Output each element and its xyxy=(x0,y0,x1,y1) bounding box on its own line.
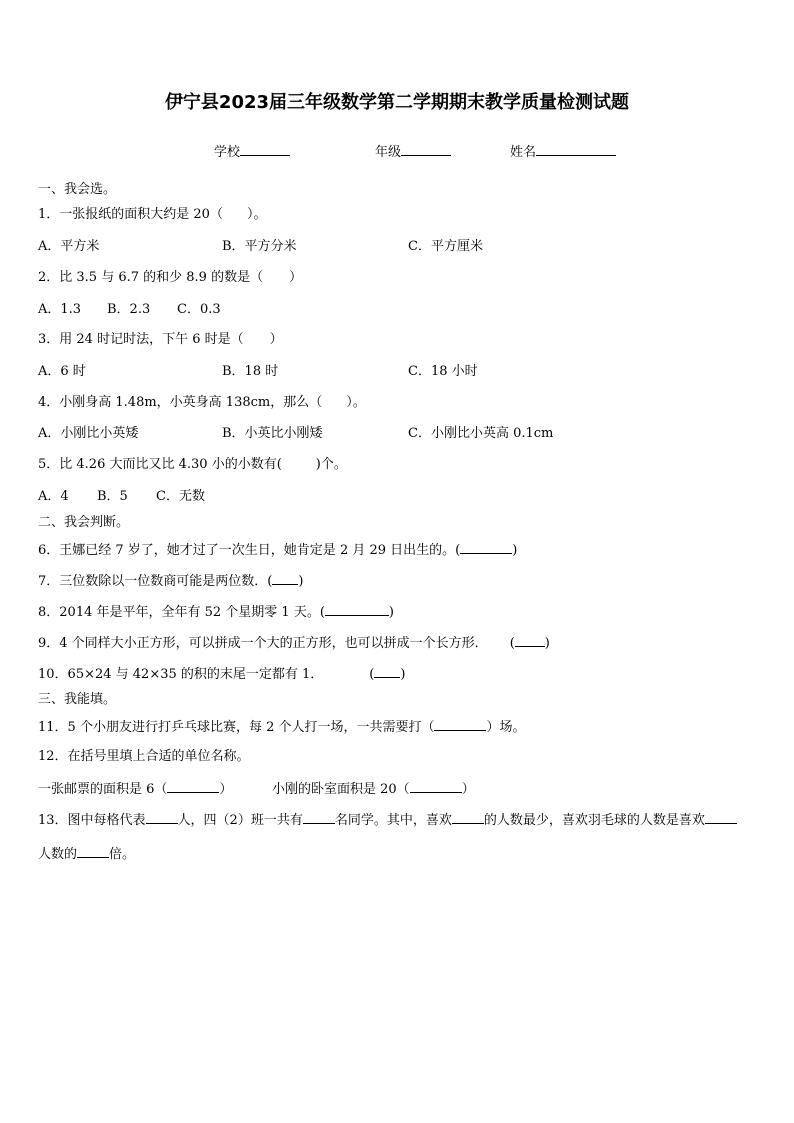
question-13-blank-4[interactable] xyxy=(705,811,737,824)
grade-blank[interactable] xyxy=(401,143,451,156)
question-6-text-end: ) xyxy=(512,543,518,558)
question-11-text-end: ）场。 xyxy=(486,720,526,735)
q1-option-b[interactable]: B．平方分米 xyxy=(222,239,297,254)
question-7-text-end: ) xyxy=(298,574,304,589)
question-5-text: 5．比 4.26 大而比又比 4.30 小的小数有( xyxy=(38,457,282,472)
question-6-answer-blank[interactable] xyxy=(460,541,512,554)
question-13-text-2: 人，四（2）班一共有 xyxy=(177,813,303,828)
question-4-text-end: ）。 xyxy=(346,395,366,410)
section-heading-fill: 三、我能填。 xyxy=(38,692,117,707)
question-12-part-b-text: 小刚的卧室面积是 20（ xyxy=(272,782,410,797)
question-2 xyxy=(38,270,302,286)
school-field xyxy=(214,141,290,160)
question-12-part-b-blank[interactable] xyxy=(410,780,462,793)
question-13-text-4: 的人数最少，喜欢羽毛球的人数是喜欢 xyxy=(483,813,705,828)
question-6-text: 6．王娜已经 7 岁了，她才过了一次生日，她肯定是 2 月 29 日出生的。( xyxy=(38,543,461,558)
name-field xyxy=(510,141,616,160)
school-blank[interactable] xyxy=(240,143,290,156)
question-8-answer-blank[interactable] xyxy=(325,603,389,616)
question-11-text: 11．5 个小朋友进行打乒乓球比赛，每 2 个人打一场，一共需要打（ xyxy=(38,720,435,735)
question-10 xyxy=(38,665,405,683)
question-13 xyxy=(38,811,737,829)
question-12: 12．在括号里填上合适的单位名称。 xyxy=(38,749,250,764)
question-9-paren-open: ( xyxy=(509,636,515,651)
question-4 xyxy=(38,395,366,411)
q5-option-c[interactable]: C．无数 xyxy=(156,489,205,504)
question-10-paren-open: ( xyxy=(369,667,375,682)
question-5-text-end: )个。 xyxy=(315,457,347,472)
q5-option-a[interactable]: A．4 xyxy=(38,489,69,504)
question-8 xyxy=(38,603,394,621)
q3-option-b[interactable]: B．18 时 xyxy=(222,364,279,379)
q1-option-c[interactable]: C．平方厘米 xyxy=(408,239,483,254)
question-3 xyxy=(38,332,283,348)
q1-option-a[interactable]: A．平方米 xyxy=(38,239,100,254)
question-5 xyxy=(38,457,347,473)
question-7-answer-blank[interactable] xyxy=(272,572,298,585)
question-4-text: 4．小刚身高 1.48m，小英身高 138cm，那么（ xyxy=(38,395,323,410)
question-13-text-6: 倍。 xyxy=(109,847,136,862)
question-8-text: 8．2014 年是平年，全年有 52 个星期零 1 天。( xyxy=(38,605,325,620)
question-12-part-a xyxy=(38,780,232,798)
name-label: 姓名 xyxy=(510,145,537,160)
school-label: 学校 xyxy=(214,145,241,160)
q4-option-b[interactable]: B．小英比小刚矮 xyxy=(222,426,323,441)
question-13-line-2 xyxy=(38,845,135,863)
question-10-answer-blank[interactable] xyxy=(374,665,400,678)
question-1 xyxy=(38,207,266,223)
q3-option-c[interactable]: C．18 小时 xyxy=(408,364,478,379)
question-1-text: 1．一张报纸的面积大约是 20（ xyxy=(38,207,223,222)
page-title: 伊宁县2023届三年级数学第二学期期末教学质量检测试题 xyxy=(164,92,630,113)
question-9-paren-close: ) xyxy=(544,636,550,651)
question-13-text-1: 13．图中每格代表 xyxy=(38,813,146,828)
q2-option-b[interactable]: B．2.3 xyxy=(107,302,151,317)
question-3-text-end: ） xyxy=(269,332,283,347)
q4-option-a[interactable]: A．小刚比小英矮 xyxy=(38,426,139,441)
question-13-text-5: 人数的 xyxy=(38,847,78,862)
question-9-answer-blank[interactable] xyxy=(515,634,545,647)
question-12-part-b xyxy=(272,780,475,798)
q4-option-c[interactable]: C．小刚比小英高 0.1cm xyxy=(408,426,554,441)
question-6 xyxy=(38,541,517,559)
question-9 xyxy=(38,634,550,652)
section-heading-judge: 二、我会判断。 xyxy=(38,515,130,530)
question-13-blank-1[interactable] xyxy=(146,811,178,824)
q5-option-b[interactable]: B．5 xyxy=(97,489,128,504)
question-13-blank-3[interactable] xyxy=(452,811,484,824)
question-12-part-a-text: 一张邮票的面积是 6（ xyxy=(38,782,168,797)
question-9-text: 9．4 个同样大小正方形，可以拼成一个大的正方形，也可以拼成一个长方形． xyxy=(38,636,488,651)
section-heading-choose: 一、我会选。 xyxy=(38,182,117,197)
question-10-text: 10．65×24 与 42×35 的积的末尾一定都有 1． xyxy=(38,667,324,682)
question-13-text-3: 名同学。其中，喜欢 xyxy=(334,813,452,828)
question-8-text-end: ) xyxy=(388,605,394,620)
question-2-text: 2．比 3.5 与 6.7 的和少 8.9 的数是（ xyxy=(38,270,264,285)
question-3-text: 3．用 24 时记时法，下午 6 时是（ xyxy=(38,332,244,347)
name-blank[interactable] xyxy=(536,143,616,156)
question-12-part-a-end: ） xyxy=(219,782,233,797)
grade-field xyxy=(375,141,451,160)
question-13-blank-5[interactable] xyxy=(77,845,109,858)
question-7-text: 7．三位数除以一位数商可能是两位数．( xyxy=(38,574,273,589)
question-11-answer-blank[interactable] xyxy=(434,718,486,731)
q2-option-c[interactable]: C．0.3 xyxy=(177,302,221,317)
question-11 xyxy=(38,718,526,736)
question-12-part-a-blank[interactable] xyxy=(167,780,219,793)
question-2-text-end: ） xyxy=(289,270,303,285)
question-7 xyxy=(38,572,303,590)
grade-label: 年级 xyxy=(375,145,402,160)
question-1-text-end: ）。 xyxy=(246,207,267,222)
question-10-paren-close: ) xyxy=(400,667,406,682)
question-12-part-b-end: ） xyxy=(461,782,475,797)
q2-option-a[interactable]: A．1.3 xyxy=(38,302,82,317)
question-13-blank-2[interactable] xyxy=(303,811,335,824)
q3-option-a[interactable]: A．6 时 xyxy=(38,364,86,379)
